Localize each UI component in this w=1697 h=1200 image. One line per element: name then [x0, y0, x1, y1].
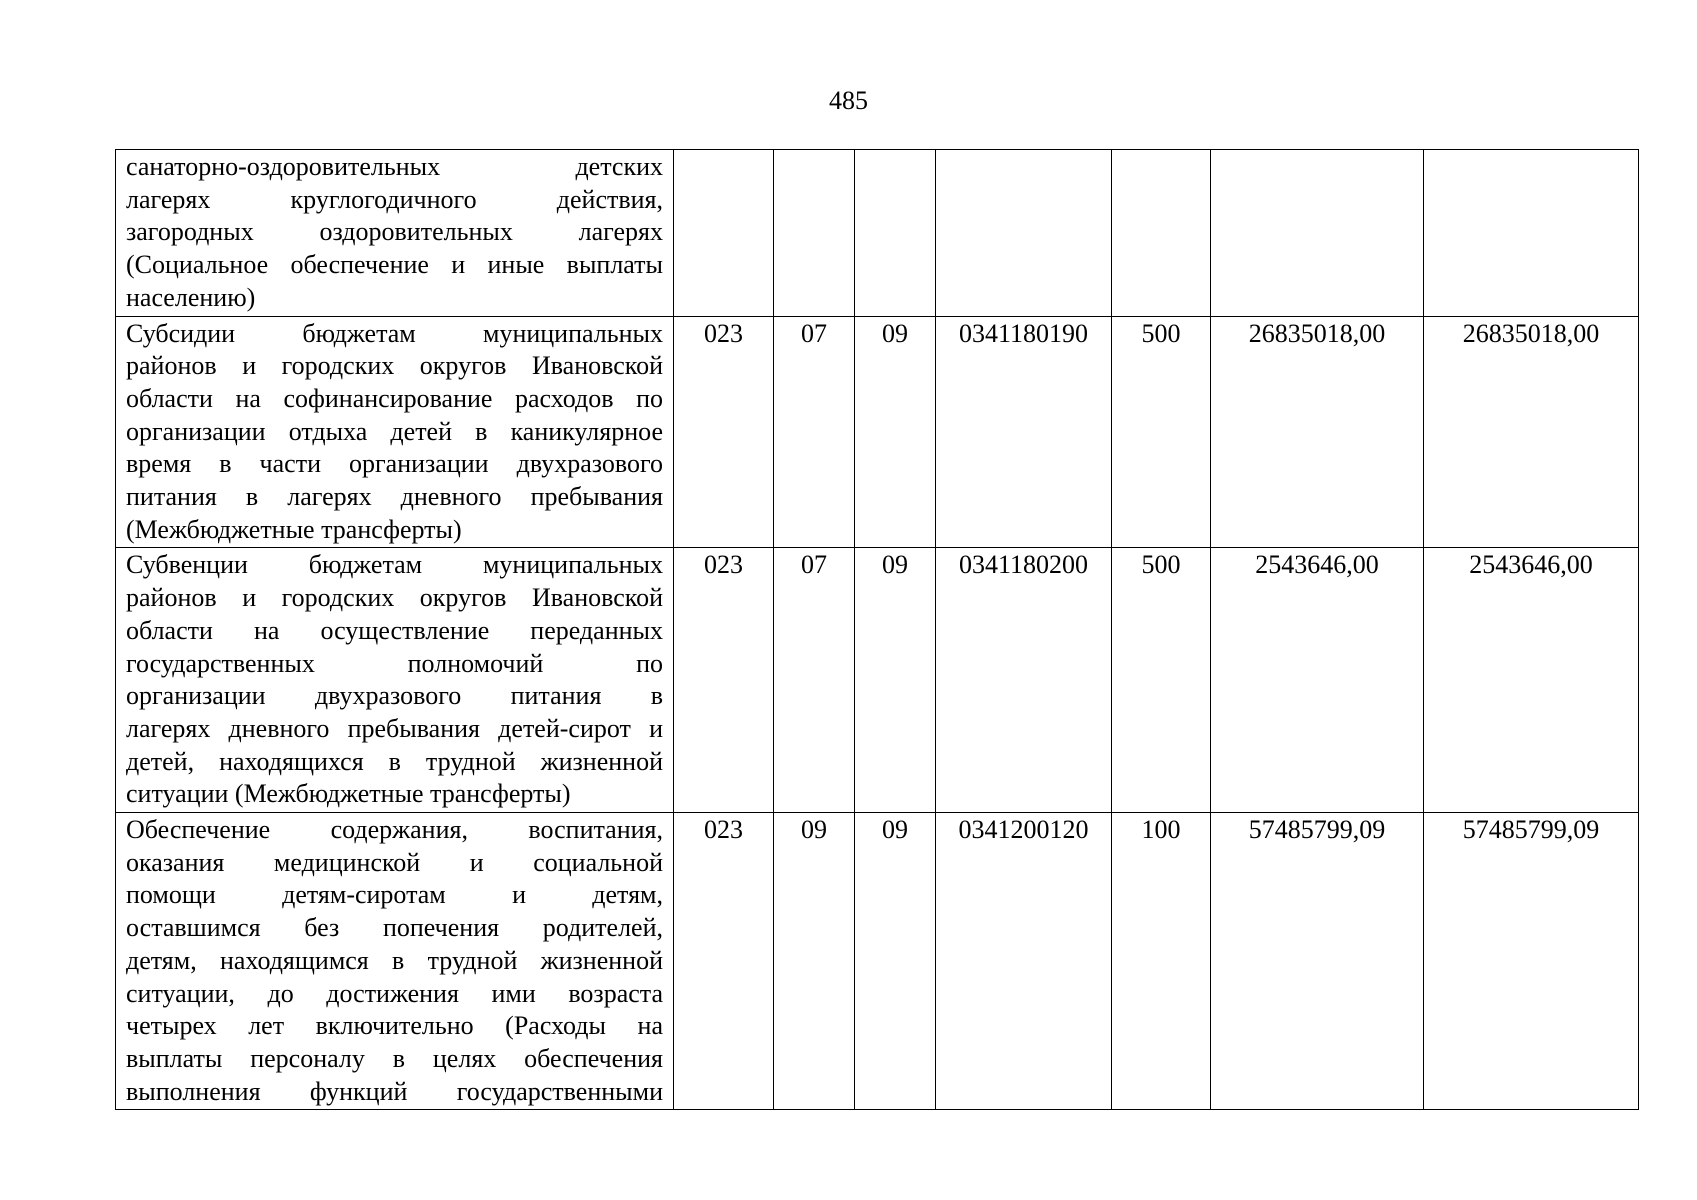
row-description [116, 316, 674, 548]
description-line: лагерях круглогодичного действия, [126, 184, 663, 214]
amount-2 [1424, 150, 1639, 317]
amount-1: 26835018,00 [1211, 316, 1424, 548]
budget-table [115, 149, 1639, 1110]
ministry-code: 023 [674, 548, 774, 813]
description-line: Обеспечение содержания, воспитания, [126, 815, 663, 845]
amount-2: 26835018,00 [1424, 316, 1639, 548]
expense-type-code: 500 [1112, 548, 1211, 813]
expense-type-code: 500 [1112, 316, 1211, 548]
section-code: 09 [774, 813, 855, 1110]
amount-2: 57485799,09 [1424, 813, 1639, 1110]
description-line: питания в лагерях дневного пребывания [126, 482, 663, 512]
section-code: 07 [774, 548, 855, 813]
row-description [116, 548, 674, 813]
description-line: ситуации, до достижения ими возраста [126, 978, 663, 1008]
description-line: области на осуществление переданных [126, 615, 663, 645]
description-line: организации двухразового питания в [126, 681, 663, 711]
description-line: организации отдыха детей в каникулярное [126, 416, 663, 446]
table-row [116, 813, 1639, 1110]
ministry-code [674, 150, 774, 317]
description-line: ситуации (Межбюджетные трансферты) [126, 779, 571, 809]
description-line: четырех лет включительно (Расходы на [126, 1011, 663, 1041]
section-code: 07 [774, 316, 855, 548]
description-line: выплаты персоналу в целях обеспечения [126, 1043, 663, 1073]
table-body [116, 150, 1639, 1110]
page-number: 485 [829, 86, 868, 115]
amount-1: 2543646,00 [1211, 548, 1424, 813]
description-line: детям, находящимся в трудной жизненной [126, 945, 663, 975]
table-row [116, 150, 1639, 317]
subsection-code [855, 150, 936, 317]
amount-2: 2543646,00 [1424, 548, 1639, 813]
target-article-code: 0341200120 [936, 813, 1112, 1110]
description-line: выполнения функций государственными [126, 1076, 663, 1106]
expense-type-code [1112, 150, 1211, 317]
description-line: детей, находящихся в трудной жизненной [126, 746, 663, 776]
row-description [116, 813, 674, 1110]
description-line: государственных полномочий по [126, 648, 663, 678]
description-line: загородных оздоровительных лагерях [126, 217, 663, 247]
expense-type-code: 100 [1112, 813, 1211, 1110]
amount-1 [1211, 150, 1424, 317]
target-article-code: 0341180200 [936, 548, 1112, 813]
target-article-code: 0341180190 [936, 316, 1112, 548]
description-line: области на софинансирование расходов по [126, 383, 663, 413]
ministry-code: 023 [674, 316, 774, 548]
table-row [116, 548, 1639, 813]
table-row [116, 316, 1639, 548]
amount-1: 57485799,09 [1211, 813, 1424, 1110]
description-line: время в части организации двухразового [126, 449, 663, 479]
description-line: помощи детям-сиротам и детям, [126, 880, 663, 910]
description-line: оказания медицинской и социальной [126, 847, 663, 877]
subsection-code: 09 [855, 548, 936, 813]
description-line: населению) [126, 282, 256, 312]
description-line: оставшимся без попечения родителей, [126, 913, 663, 943]
description-line: лагерях дневного пребывания детей-сирот и [126, 713, 663, 743]
description-line: (Социальное обеспечение и иные выплаты [126, 250, 663, 280]
target-article-code [936, 150, 1112, 317]
description-line: Субсидии бюджетам муниципальных [126, 318, 663, 348]
description-line: санаторно-оздоровительных детских [126, 152, 663, 181]
row-description [116, 150, 674, 317]
ministry-code: 023 [674, 813, 774, 1110]
description-line: районов и городских округов Ивановской [126, 583, 663, 613]
description-line: районов и городских округов Ивановской [126, 351, 663, 381]
subsection-code: 09 [855, 316, 936, 548]
description-line: Субвенции бюджетам муниципальных [126, 550, 663, 580]
description-line: (Межбюджетные трансферты) [126, 514, 462, 544]
subsection-code: 09 [855, 813, 936, 1110]
section-code [774, 150, 855, 317]
